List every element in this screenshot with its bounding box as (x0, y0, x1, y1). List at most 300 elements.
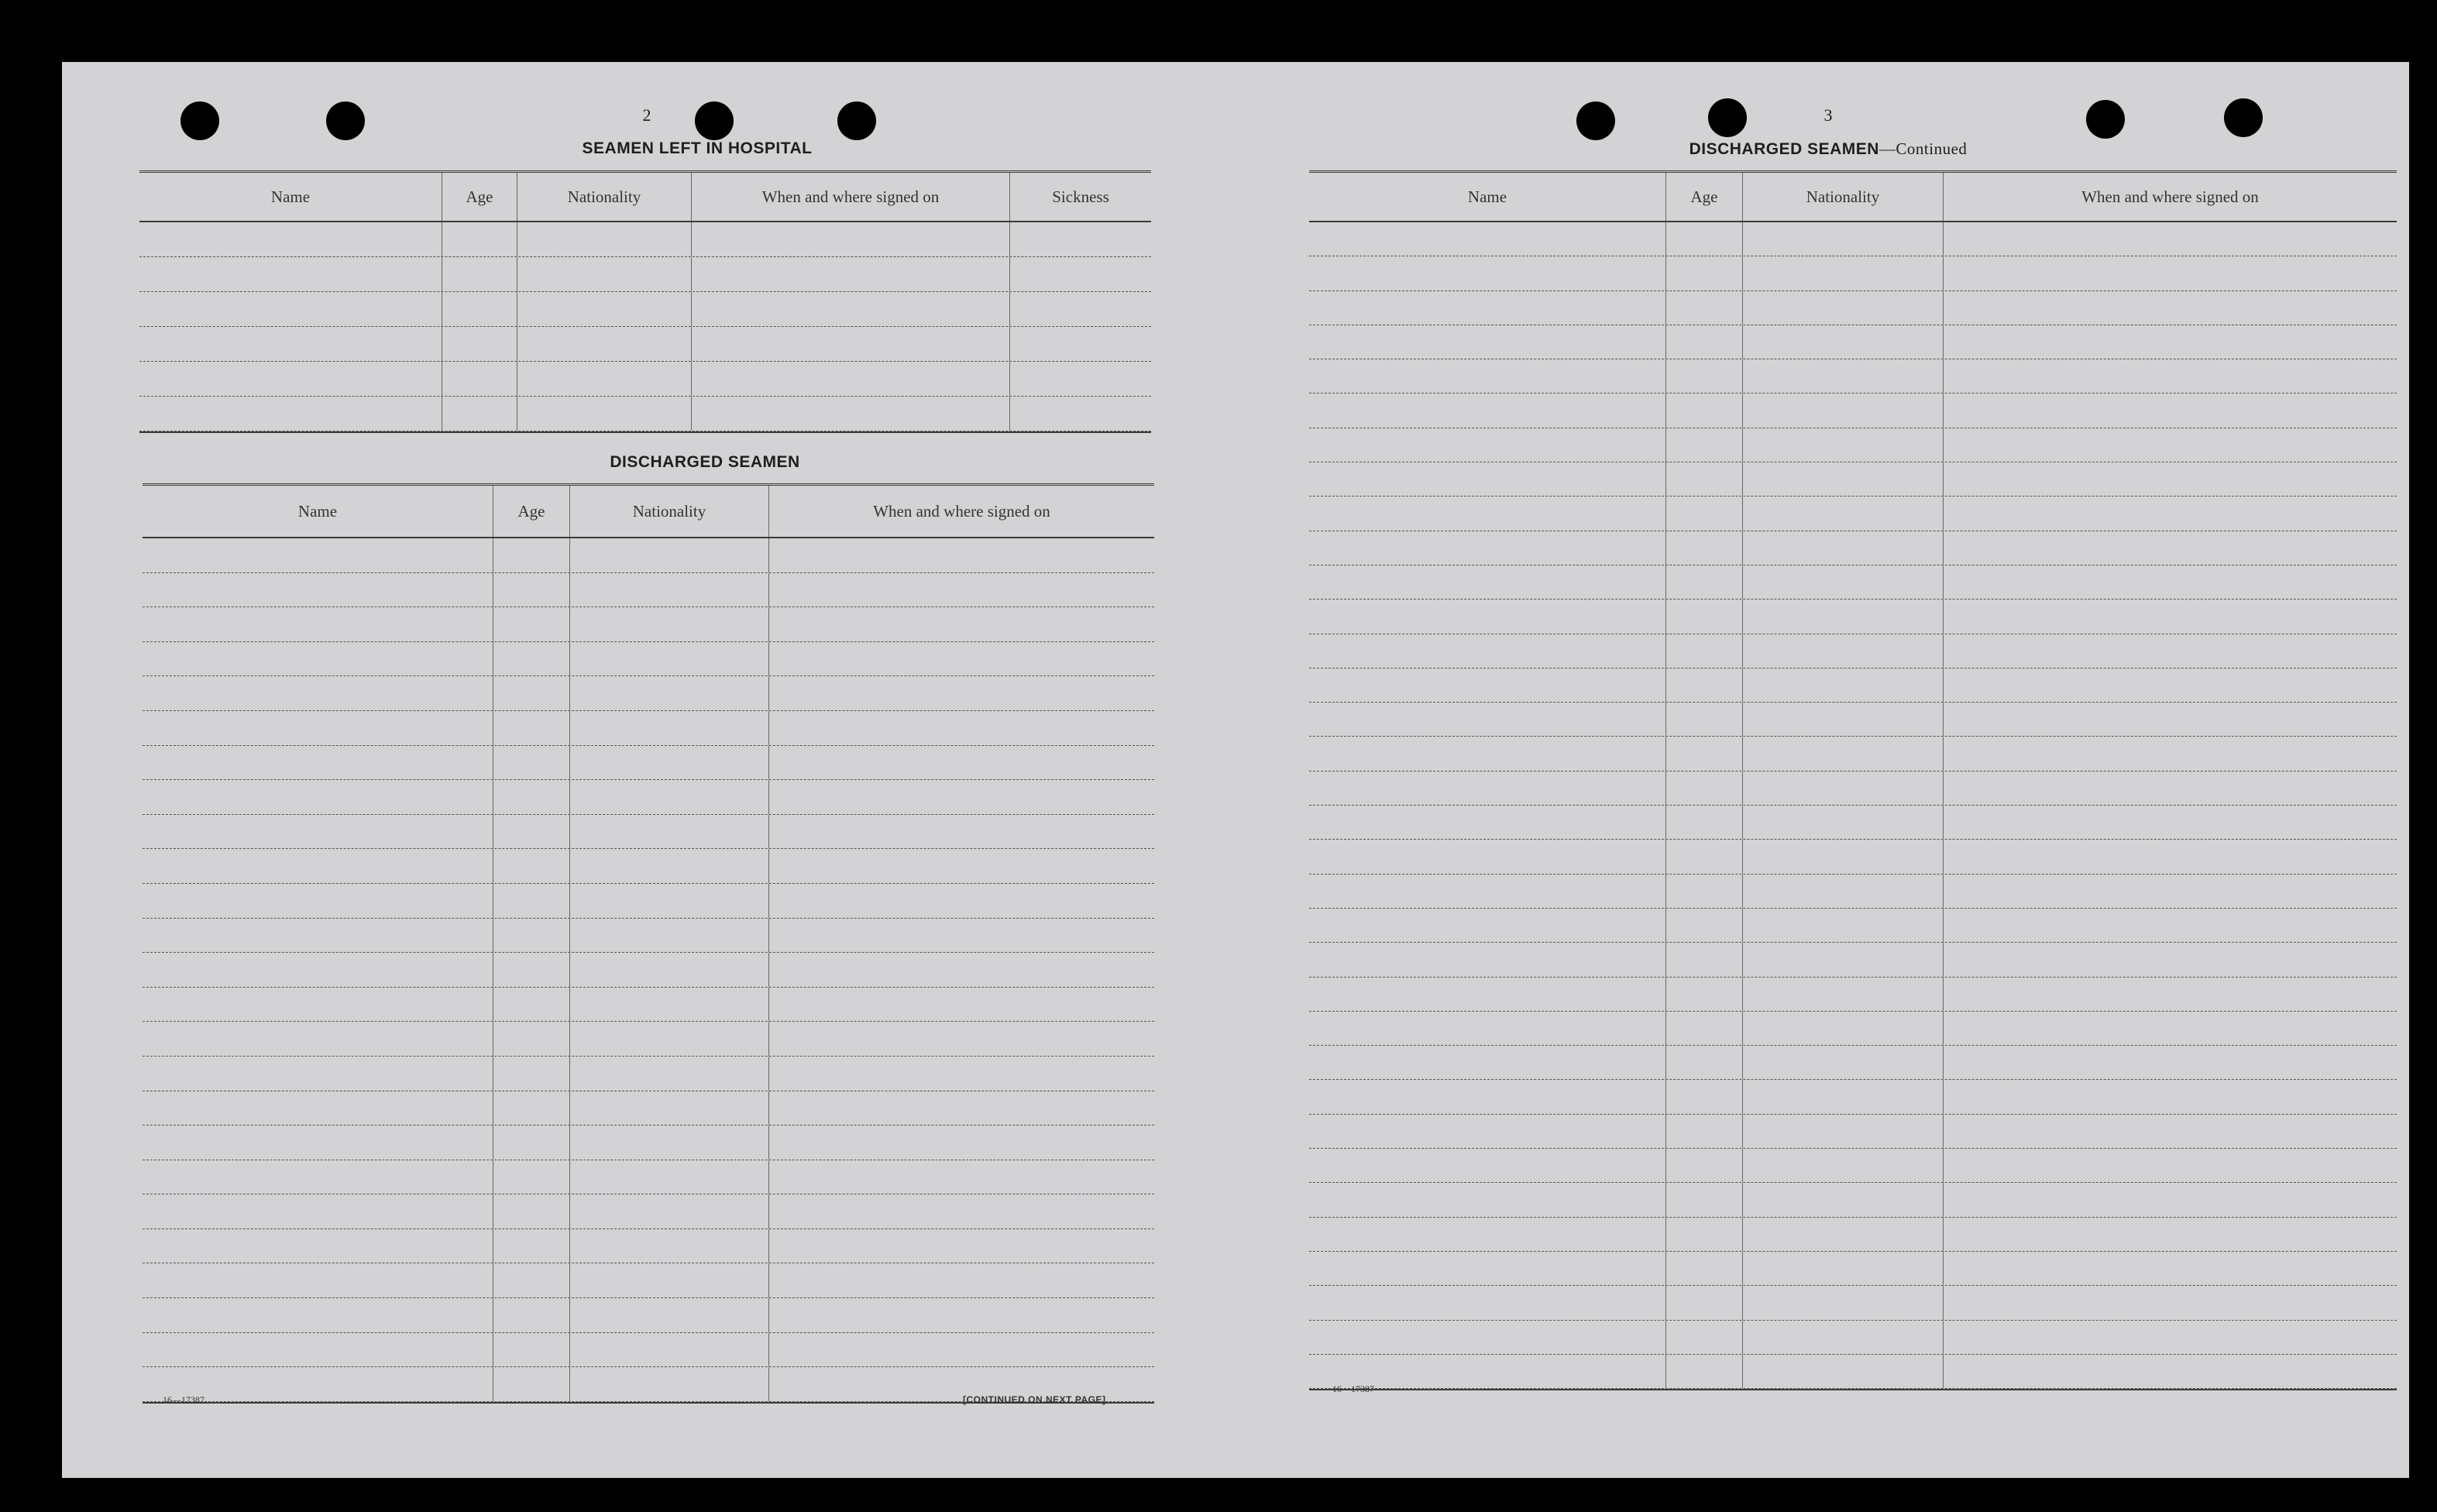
blank-form-cell (1309, 428, 1665, 462)
blank-form-cell (1943, 943, 2397, 976)
blank-form-cell (768, 1125, 1154, 1160)
blank-form-cell (143, 988, 493, 1022)
blank-form-row (143, 815, 1154, 850)
blank-form-cell (1309, 943, 1665, 976)
blank-form-cell (1309, 737, 1665, 770)
blank-form-cell (768, 953, 1154, 987)
blank-form-cell (768, 1333, 1154, 1367)
blank-form-cell (493, 1229, 569, 1263)
discharged-section-title: DISCHARGED SEAMEN (610, 453, 800, 471)
col-name-header: Name (297, 501, 338, 521)
blank-form-cell (143, 1333, 493, 1367)
col-signed-on-header: When and where signed on (768, 486, 1154, 537)
blank-form-cell (143, 573, 493, 607)
blank-form-cell (691, 292, 1009, 326)
blank-form-cell (493, 849, 569, 883)
blank-form-cell (569, 1298, 768, 1332)
blank-form-cell (569, 919, 768, 953)
blank-form-cell (1665, 771, 1742, 805)
blank-form-cell (493, 988, 569, 1022)
blank-form-cell (1309, 291, 1665, 325)
hospital-section-title: SEAMEN LEFT IN HOSPITAL (582, 139, 813, 157)
blank-form-cell (1943, 359, 2397, 393)
blank-form-cell (1309, 393, 1665, 427)
blank-form-cell (1742, 1012, 1943, 1045)
blank-form-cell (517, 222, 691, 256)
blank-form-row (1309, 1252, 2397, 1286)
blank-form-cell (143, 711, 493, 745)
blank-form-cell (1943, 325, 2397, 359)
blank-form-cell (1665, 462, 1742, 496)
blank-form-cell (1665, 1252, 1742, 1285)
blank-form-row (143, 849, 1154, 884)
blank-form-cell (1309, 1012, 1665, 1045)
blank-form-cell (768, 642, 1154, 676)
blank-form-cell (1665, 531, 1742, 565)
blank-form-cell (1309, 222, 1665, 256)
blank-form-cell (768, 607, 1154, 641)
blank-form-cell (569, 1022, 768, 1056)
blank-form-cell (1943, 462, 2397, 496)
blank-form-cell (143, 884, 493, 918)
blank-form-cell (139, 327, 442, 361)
blank-form-cell (1309, 531, 1665, 565)
blank-form-cell (1009, 222, 1151, 256)
hospital-table-header (139, 173, 1151, 222)
blank-form-row (1309, 875, 2397, 909)
blank-form-cell (1665, 222, 1742, 256)
blank-form-cell (493, 1125, 569, 1160)
blank-form-cell (768, 1298, 1154, 1332)
blank-form-row (139, 222, 1151, 257)
punch-hole (695, 101, 734, 140)
blank-form-cell (1665, 806, 1742, 839)
blank-form-cell (517, 327, 691, 361)
blank-form-cell (1665, 291, 1742, 325)
blank-form-cell (1943, 875, 2397, 908)
blank-form-cell (517, 362, 691, 396)
blank-form-cell (569, 780, 768, 814)
blank-form-cell (143, 538, 493, 572)
blank-form-cell (1665, 600, 1742, 633)
blank-form-cell (493, 1194, 569, 1228)
blank-form-cell (442, 362, 517, 396)
blank-form-row (143, 676, 1154, 711)
blank-form-row (143, 884, 1154, 919)
blank-form-cell (1665, 668, 1742, 702)
blank-form-cell (442, 222, 517, 256)
blank-form-cell (1943, 1183, 2397, 1216)
blank-form-cell (1665, 1321, 1742, 1354)
blank-form-cell (1009, 292, 1151, 326)
blank-form-cell (143, 1263, 493, 1297)
blank-form-cell (493, 780, 569, 814)
blank-form-cell (1665, 1012, 1742, 1045)
blank-form-cell (1943, 222, 2397, 256)
blank-form-cell (1943, 393, 2397, 427)
blank-form-cell (493, 815, 569, 849)
discharged-table-header (143, 486, 1154, 538)
blank-form-row (1309, 256, 2397, 290)
blank-form-row (143, 607, 1154, 642)
blank-form-cell (143, 1091, 493, 1125)
blank-form-cell (139, 222, 442, 256)
col-nationality-header: Nationality (517, 173, 691, 221)
blank-form-cell (1742, 359, 1943, 393)
blank-form-row (1309, 1183, 2397, 1217)
blank-form-cell (1309, 1080, 1665, 1113)
blank-form-cell (143, 815, 493, 849)
blank-form-cell (143, 607, 493, 641)
blank-form-cell (569, 711, 768, 745)
col-sickness-header: Sickness (1009, 173, 1151, 221)
blank-form-cell (1009, 327, 1151, 361)
blank-form-cell (493, 953, 569, 987)
blank-form-cell (768, 676, 1154, 710)
col-age-header: Age (442, 173, 517, 221)
blank-form-cell (691, 327, 1009, 361)
blank-form-cell (1742, 1046, 1943, 1079)
blank-form-row (143, 711, 1154, 746)
blank-form-cell (1943, 771, 2397, 805)
blank-form-row (1309, 393, 2397, 428)
blank-form-row (143, 1194, 1154, 1229)
blank-form-row (1309, 1115, 2397, 1149)
blank-form-cell (143, 919, 493, 953)
table-bottom-rule (1309, 1389, 2397, 1390)
blank-form-row (143, 746, 1154, 781)
blank-form-cell (569, 1125, 768, 1160)
blank-form-cell (768, 1057, 1154, 1091)
blank-form-row (143, 1298, 1154, 1333)
col-nationality-header: Nationality (569, 486, 768, 537)
punch-hole (1576, 101, 1615, 140)
col-age-header: Age (493, 486, 569, 537)
blank-form-cell (569, 538, 768, 572)
blank-form-cell (493, 1022, 569, 1056)
blank-form-cell (493, 538, 569, 572)
blank-form-cell (143, 1194, 493, 1228)
blank-form-row (1309, 1012, 2397, 1046)
blank-form-cell (1009, 257, 1151, 291)
blank-form-row (139, 292, 1151, 327)
blank-form-cell (1009, 397, 1151, 431)
blank-form-cell (143, 1057, 493, 1091)
blank-form-cell (1309, 600, 1665, 633)
blank-form-cell (1742, 1218, 1943, 1251)
blank-form-cell (493, 607, 569, 641)
blank-form-cell (1742, 497, 1943, 530)
blank-form-cell (1943, 1149, 2397, 1182)
col-signed-on-header: When and where signed on (1943, 173, 2397, 221)
blank-form-cell (143, 676, 493, 710)
blank-form-row (143, 538, 1154, 573)
blank-form-cell (517, 257, 691, 291)
blank-form-cell (1742, 291, 1943, 325)
blank-form-cell (143, 1160, 493, 1194)
blank-form-cell (1742, 668, 1943, 702)
blank-form-row (1309, 325, 2397, 359)
blank-form-cell (691, 397, 1009, 431)
discharged-continued-table (1309, 170, 2397, 1390)
discharged-continued-title-suffix: —Continued (1878, 139, 1968, 158)
blank-form-row (1309, 1046, 2397, 1080)
blank-form-cell (1665, 1046, 1742, 1079)
blank-form-row (1309, 978, 2397, 1012)
blank-form-cell (442, 397, 517, 431)
discharged-continued-table-body (1309, 222, 2397, 1390)
form-number-right: 16—17387 (1332, 1383, 1374, 1394)
blank-form-cell (1943, 1252, 2397, 1285)
blank-form-cell (1742, 737, 1943, 770)
blank-form-cell (1665, 943, 1742, 976)
blank-form-cell (569, 884, 768, 918)
blank-form-cell (1309, 703, 1665, 736)
blank-form-row (143, 1022, 1154, 1057)
blank-form-cell (1742, 634, 1943, 668)
blank-form-row (1309, 1286, 2397, 1320)
blank-form-cell (569, 1229, 768, 1263)
blank-form-cell (493, 573, 569, 607)
punch-hole (2224, 98, 2263, 137)
blank-form-cell (691, 222, 1009, 256)
blank-form-row (143, 1057, 1154, 1091)
blank-form-cell (139, 292, 442, 326)
col-nationality-header: Nationality (1742, 173, 1943, 221)
blank-form-row (139, 362, 1151, 397)
blank-form-cell (768, 1022, 1154, 1056)
blank-form-cell (143, 849, 493, 883)
blank-form-cell (1309, 634, 1665, 668)
blank-form-row (139, 397, 1151, 431)
blank-form-cell (1943, 909, 2397, 942)
blank-form-cell (768, 746, 1154, 780)
blank-form-row (143, 1125, 1154, 1160)
blank-form-cell (493, 1091, 569, 1125)
blank-form-cell (1665, 703, 1742, 736)
blank-form-cell (1009, 362, 1151, 396)
blank-form-cell (1742, 600, 1943, 633)
punch-hole (2086, 100, 2125, 139)
blank-form-cell (1742, 531, 1943, 565)
blank-form-cell (1742, 1286, 1943, 1319)
blank-form-cell (1309, 806, 1665, 839)
blank-form-cell (143, 1125, 493, 1160)
blank-form-row (1309, 840, 2397, 874)
blank-form-row (1309, 428, 2397, 462)
blank-form-cell (1943, 840, 2397, 873)
blank-form-cell (1742, 1080, 1943, 1113)
col-signed-on-header: When and where signed on (691, 173, 1009, 221)
blank-form-row (1309, 222, 2397, 256)
blank-form-cell (1309, 325, 1665, 359)
blank-form-cell (493, 642, 569, 676)
blank-form-cell (569, 1091, 768, 1125)
blank-form-cell (768, 884, 1154, 918)
blank-form-row (1309, 359, 2397, 393)
punch-hole (326, 101, 365, 140)
blank-form-cell (1943, 1321, 2397, 1354)
blank-form-cell (768, 1263, 1154, 1297)
blank-form-cell (1665, 909, 1742, 942)
blank-form-cell (1309, 359, 1665, 393)
blank-form-cell (139, 362, 442, 396)
blank-form-cell (1943, 531, 2397, 565)
blank-form-cell (143, 1022, 493, 1056)
blank-form-cell (1742, 806, 1943, 839)
blank-form-cell (1665, 634, 1742, 668)
blank-form-cell (493, 1333, 569, 1367)
blank-form-cell (1309, 875, 1665, 908)
blank-form-cell (768, 919, 1154, 953)
blank-form-cell (1309, 1321, 1665, 1354)
blank-form-cell (1665, 875, 1742, 908)
blank-form-row (1309, 634, 2397, 668)
blank-form-row (1309, 1321, 2397, 1355)
page-number-right: 3 (1823, 105, 1833, 125)
blank-form-cell (1943, 1080, 2397, 1113)
blank-form-cell (1742, 1149, 1943, 1182)
blank-form-cell (1665, 359, 1742, 393)
discharged-continued-table-header (1309, 173, 2397, 222)
blank-form-cell (1309, 840, 1665, 873)
blank-form-cell (768, 711, 1154, 745)
blank-form-cell (1943, 1286, 2397, 1319)
form-number-left: 16—17387 (163, 1394, 205, 1405)
blank-form-row (1309, 1080, 2397, 1114)
blank-form-cell (1943, 668, 2397, 702)
blank-form-row (1309, 1355, 2397, 1389)
blank-form-cell (691, 362, 1009, 396)
blank-form-cell (143, 1298, 493, 1332)
blank-form-row (1309, 600, 2397, 634)
blank-form-row (1309, 737, 2397, 771)
page-number-left: 2 (642, 105, 651, 125)
blank-form-row (1309, 668, 2397, 703)
blank-form-cell (442, 292, 517, 326)
blank-form-cell (1665, 565, 1742, 599)
blank-form-cell (1742, 909, 1943, 942)
col-name-header: Name (1467, 187, 1507, 206)
blank-form-cell (569, 953, 768, 987)
blank-form-row (1309, 462, 2397, 497)
blank-form-cell (569, 1333, 768, 1367)
blank-form-cell (569, 1263, 768, 1297)
punch-hole (180, 101, 219, 140)
blank-form-cell (1665, 840, 1742, 873)
blank-form-cell (1309, 565, 1665, 599)
blank-form-cell (1943, 1046, 2397, 1079)
table-bottom-rule (139, 431, 1151, 433)
blank-form-cell (493, 1057, 569, 1091)
blank-form-cell (1943, 806, 2397, 839)
blank-form-cell (569, 849, 768, 883)
discharged-table-body (143, 538, 1154, 1404)
blank-form-cell (493, 1160, 569, 1194)
blank-form-cell (569, 573, 768, 607)
blank-form-cell (1943, 565, 2397, 599)
blank-form-cell (1665, 978, 1742, 1011)
blank-form-cell (569, 1367, 768, 1401)
blank-form-cell (1309, 1218, 1665, 1251)
blank-form-cell (1943, 291, 2397, 325)
blank-form-cell (143, 746, 493, 780)
blank-form-cell (1665, 737, 1742, 770)
blank-form-cell (1665, 1218, 1742, 1251)
blank-form-cell (1665, 1080, 1742, 1113)
blank-form-cell (1742, 771, 1943, 805)
blank-form-cell (1742, 325, 1943, 359)
blank-form-cell (1742, 943, 1943, 976)
blank-form-cell (1309, 462, 1665, 496)
blank-form-cell (143, 953, 493, 987)
blank-form-row (143, 1229, 1154, 1264)
blank-form-cell (569, 815, 768, 849)
blank-form-cell (569, 1160, 768, 1194)
hospital-table (139, 170, 1151, 433)
blank-form-cell (493, 884, 569, 918)
punch-hole (1708, 98, 1747, 137)
blank-form-cell (1742, 222, 1943, 256)
blank-form-cell (1309, 978, 1665, 1011)
blank-form-cell (1309, 668, 1665, 702)
blank-form-cell (493, 746, 569, 780)
blank-form-cell (691, 257, 1009, 291)
blank-form-row (143, 780, 1154, 815)
blank-form-cell (1665, 1183, 1742, 1216)
blank-form-row (143, 919, 1154, 954)
blank-form-cell (143, 780, 493, 814)
discharged-table (143, 483, 1154, 1404)
blank-form-cell (768, 1229, 1154, 1263)
blank-form-cell (569, 1057, 768, 1091)
blank-form-cell (139, 397, 442, 431)
blank-form-cell (493, 1298, 569, 1332)
blank-form-cell (1943, 497, 2397, 530)
blank-form-cell (1742, 565, 1943, 599)
blank-form-cell (768, 815, 1154, 849)
blank-form-cell (569, 607, 768, 641)
blank-form-cell (768, 573, 1154, 607)
blank-form-cell (1943, 600, 2397, 633)
blank-form-cell (1309, 1286, 1665, 1319)
blank-form-cell (1665, 497, 1742, 530)
blank-form-cell (493, 1263, 569, 1297)
blank-form-cell (1309, 909, 1665, 942)
blank-form-cell (1943, 737, 2397, 770)
blank-form-cell (768, 1194, 1154, 1228)
blank-form-cell (1742, 393, 1943, 427)
blank-form-row (1309, 943, 2397, 977)
blank-form-cell (768, 849, 1154, 883)
blank-form-cell (1943, 256, 2397, 290)
blank-form-cell (493, 711, 569, 745)
blank-form-row (1309, 291, 2397, 325)
discharged-continued-title (1658, 139, 1999, 159)
blank-form-cell (768, 1091, 1154, 1125)
blank-form-row (1309, 1218, 2397, 1252)
hospital-table-body (139, 222, 1151, 433)
blank-form-cell (1309, 771, 1665, 805)
blank-form-cell (493, 919, 569, 953)
blank-form-cell (569, 642, 768, 676)
blank-form-cell (1309, 1149, 1665, 1182)
blank-form-cell (1309, 1046, 1665, 1079)
blank-form-cell (569, 676, 768, 710)
blank-form-cell (442, 257, 517, 291)
blank-form-cell (1943, 1115, 2397, 1148)
blank-form-cell (1943, 1012, 2397, 1045)
